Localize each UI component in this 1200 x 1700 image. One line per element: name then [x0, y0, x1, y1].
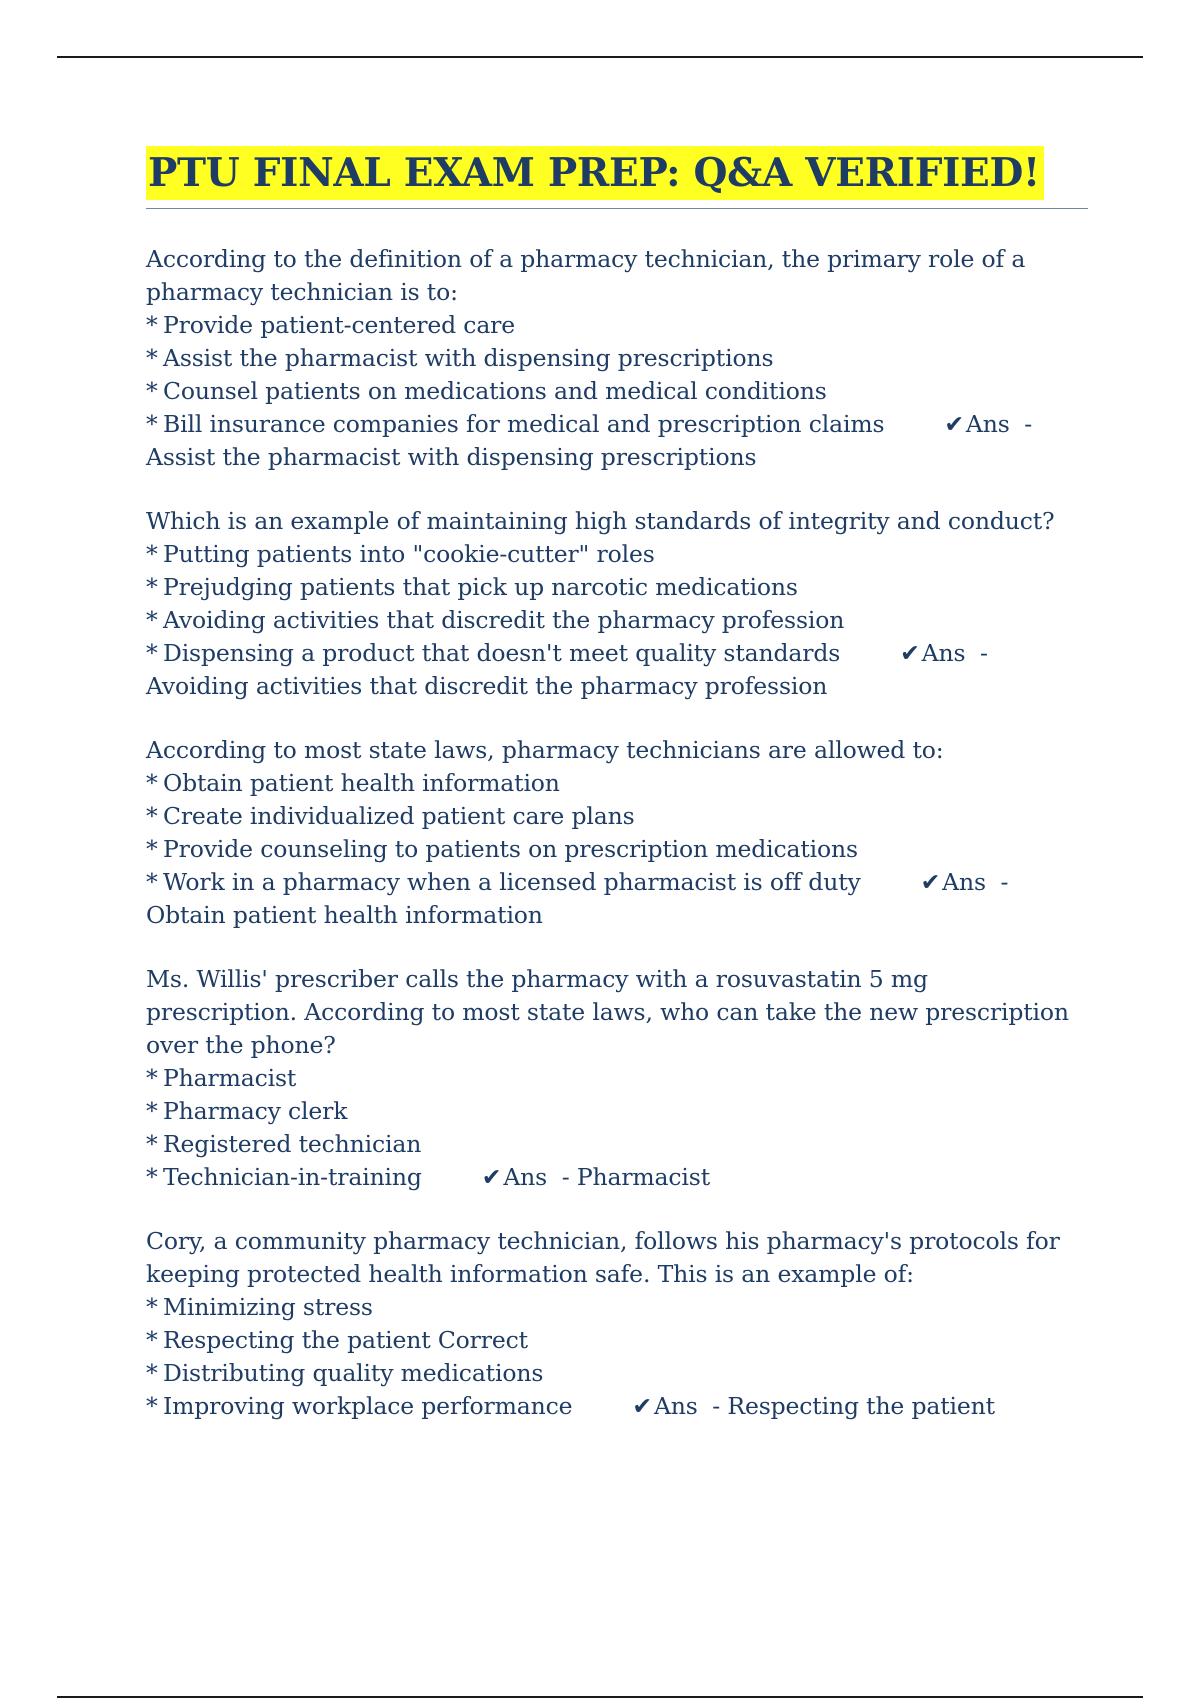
answer-label: Ans -: [653, 1392, 721, 1420]
option-line: [146, 767, 1096, 800]
bullet-mark: *: [146, 540, 158, 568]
answer-line: [146, 670, 1096, 703]
option-text: Respecting the patient Correct: [163, 1326, 528, 1354]
answer-label: Ans -: [503, 1163, 570, 1191]
answer-tag: [944, 408, 1032, 441]
question-line: over the phone?: [146, 1031, 336, 1059]
bullet-mark: *: [146, 311, 158, 339]
bullet-mark: *: [146, 769, 158, 797]
qa-item: [146, 1225, 1096, 1423]
option-text: Registered technician: [163, 1130, 422, 1158]
page-title: PTU FINAL EXAM PREP: Q&A VERIFIED!: [146, 146, 1044, 200]
question-line: pharmacy technician is to:: [146, 278, 458, 306]
option-text: Obtain patient health information: [163, 769, 560, 797]
option-text: Technician-in-training: [163, 1163, 422, 1191]
option-text: Putting patients into "cookie-cutter" roles: [163, 540, 655, 568]
qa-item: [146, 505, 1096, 703]
option-text: Prejudging patients that pick up narcotic medications: [163, 573, 798, 601]
option-text: Counsel patients on medications and medical conditions: [163, 377, 827, 405]
bullet-mark: *: [146, 377, 158, 405]
option-text: Pharmacist: [163, 1064, 297, 1092]
bullet-mark: *: [146, 1097, 158, 1125]
answer-text: Pharmacist: [576, 1163, 710, 1191]
checkmark-icon: ✔: [900, 639, 920, 667]
bullet-mark: *: [146, 1130, 158, 1158]
option-line: [146, 1128, 1096, 1161]
bullet-mark: *: [146, 344, 158, 372]
bullet-mark: *: [146, 1293, 158, 1321]
option-line: [146, 309, 1096, 342]
checkmark-icon: ✔: [481, 1163, 502, 1191]
question-line: Which is an example of maintaining high standards of integrity and conduct?: [146, 507, 1055, 535]
bullet-mark: *: [146, 410, 158, 438]
option-line: [146, 342, 1096, 375]
title-block: [146, 146, 1088, 209]
option-text: Distributing quality medications: [163, 1359, 544, 1387]
option-line: [146, 1291, 1096, 1324]
answer-tag: [921, 866, 1009, 899]
option-line: [146, 375, 1096, 408]
qa-item: [146, 243, 1096, 474]
bullet-mark: *: [146, 1064, 158, 1092]
qa-item: [146, 963, 1096, 1194]
question-line: Ms. Willis' prescriber calls the pharmacy with a rosuvastatin 5 mg: [146, 965, 928, 993]
bullet-mark: *: [146, 639, 158, 667]
checkmark-icon: ✔: [920, 868, 941, 896]
checkmark-icon: ✔: [632, 1392, 652, 1420]
option-text: Work in a pharmacy when a licensed pharmacist is off duty: [163, 868, 861, 896]
option-line: [146, 1095, 1096, 1128]
option-text: Dispensing a product that doesn't meet quality standards: [163, 639, 841, 667]
bullet-mark: *: [146, 802, 158, 830]
question-line: keeping protected health information safe. This is an example of:: [146, 1260, 914, 1288]
qa-list: [146, 243, 1096, 1454]
bullet-mark: *: [146, 1163, 158, 1191]
option-line: [146, 800, 1096, 833]
question-line: According to most state laws, pharmacy technicians are allowed to:: [146, 736, 944, 764]
option-line: [146, 866, 1096, 899]
option-line: [146, 1062, 1096, 1095]
qa-item: [146, 734, 1096, 932]
answer-label: Ans -: [942, 868, 1009, 896]
answer-line: [146, 441, 1096, 474]
bullet-mark: *: [146, 573, 158, 601]
bullet-mark: *: [146, 606, 158, 634]
option-line: [146, 833, 1096, 866]
option-text: Bill insurance companies for medical and prescription claims: [163, 410, 885, 438]
answer-text: Respecting the patient: [727, 1392, 995, 1420]
question-line: Cory, a community pharmacy technician, follows his pharmacy's protocols for: [146, 1227, 1060, 1255]
question-line: prescription. According to most state laws, who can take the new prescription: [146, 998, 1069, 1026]
option-line: [146, 1357, 1096, 1390]
option-text: Assist the pharmacist with dispensing prescriptions: [163, 344, 774, 372]
option-line: [146, 571, 1096, 604]
answer-text: Avoiding activities that discredit the pharmacy profession: [146, 672, 828, 700]
option-line: [146, 538, 1096, 571]
answer-tag: [482, 1161, 710, 1194]
option-text: Pharmacy clerk: [163, 1097, 348, 1125]
option-line: [146, 1161, 1096, 1194]
option-line: [146, 637, 1096, 670]
footer-rule: [57, 1696, 1143, 1698]
checkmark-icon: ✔: [944, 410, 964, 438]
option-text: Avoiding activities that discredit the pharmacy profession: [163, 606, 845, 634]
header-rule: [57, 56, 1143, 58]
answer-tag: [900, 637, 988, 670]
option-line: [146, 604, 1096, 637]
option-text: Improving workplace performance: [163, 1392, 573, 1420]
bullet-mark: *: [146, 868, 158, 896]
answer-text: Obtain patient health information: [146, 901, 543, 929]
question-line: According to the definition of a pharmacy technician, the primary role of a: [146, 245, 1026, 273]
answer-label: Ans -: [921, 639, 988, 667]
option-text: Provide patient-centered care: [163, 311, 516, 339]
option-text: Create individualized patient care plans: [163, 802, 635, 830]
option-text: Minimizing stress: [163, 1293, 373, 1321]
option-line: [146, 1390, 1096, 1423]
bullet-mark: *: [146, 1359, 158, 1387]
answer-label: Ans -: [965, 410, 1033, 438]
option-line: [146, 1324, 1096, 1357]
answer-text: Assist the pharmacist with dispensing prescriptions: [146, 443, 757, 471]
bullet-mark: *: [146, 835, 158, 863]
bullet-mark: *: [146, 1392, 158, 1420]
option-line: [146, 408, 1096, 441]
answer-tag: [632, 1390, 995, 1423]
answer-line: [146, 899, 1096, 932]
option-text: Provide counseling to patients on prescription medications: [163, 835, 858, 863]
bullet-mark: *: [146, 1326, 158, 1354]
